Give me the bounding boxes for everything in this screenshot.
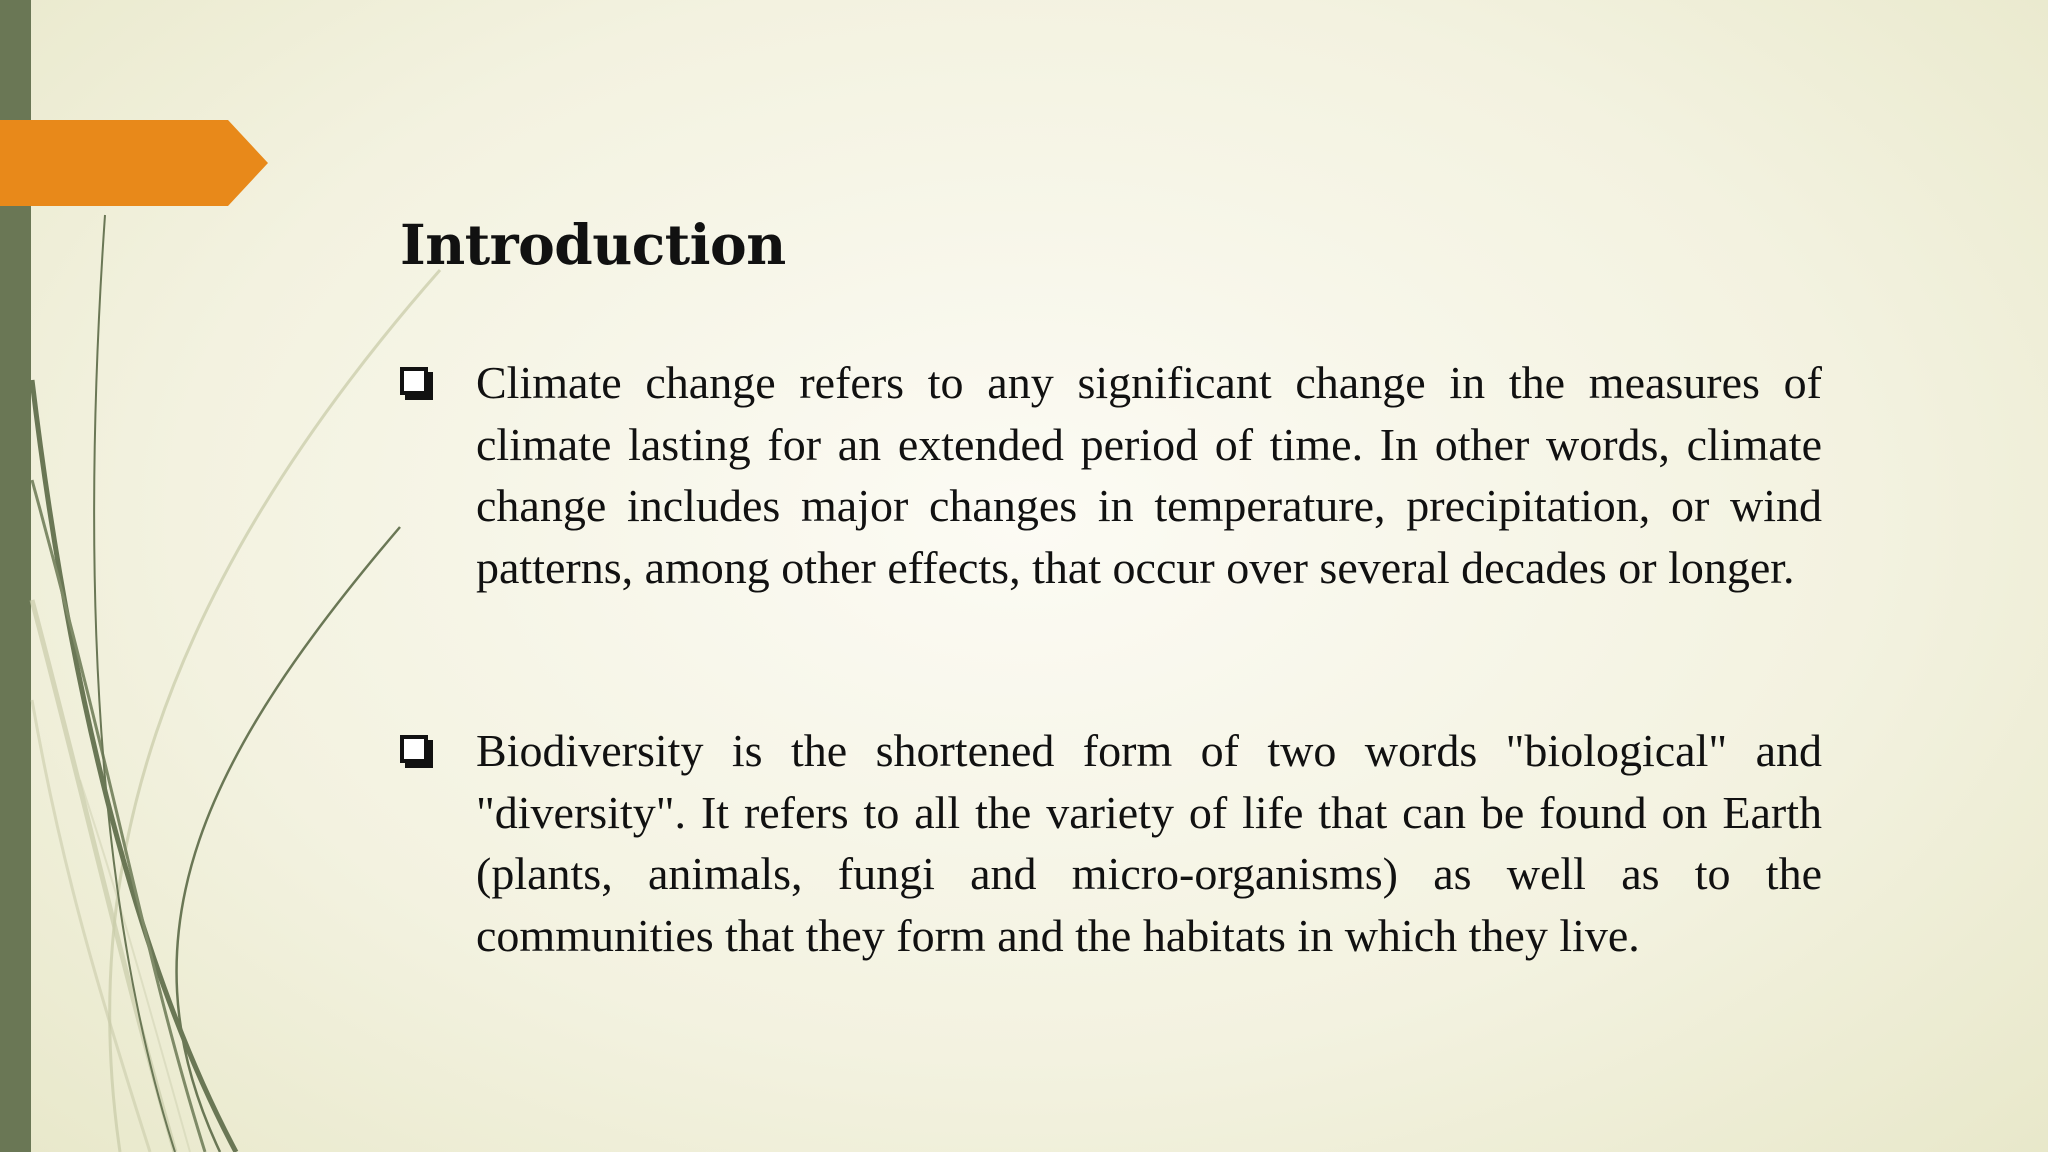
bullet-item-biodiversity: [400, 720, 1822, 966]
grass-blade-faint-1: [110, 270, 440, 1152]
bullet-text-biodiversity: Biodiversity is the shortened form of two words "biological" and "diversity". It refers to all the variety of life that can be found on Earth (plants, animals, fungi and micro-organisms) as well as to the communities that they form and the habitats in which they live.: [476, 725, 1822, 961]
orange-arrow-banner: [0, 120, 268, 206]
checkbox-bullet-icon: [400, 367, 428, 395]
grass-blade-faint-2: [32, 600, 175, 1152]
grass-blade-faint-3: [32, 700, 150, 1152]
bullet-item-climate-change: [400, 352, 1822, 598]
left-sidebar-bar: [0, 0, 31, 1152]
grass-blade-dark-2: [32, 480, 205, 1152]
slide-title: Introduction: [400, 212, 786, 277]
grass-blade-dark-3: [94, 215, 175, 1152]
grass-blade-dark-4: [177, 527, 400, 1152]
grass-blade-faint-4: [80, 780, 190, 1152]
bullet-text-climate-change: Climate change refers to any significant change in the measures of climate lasting for an extended period of time. In other words, climate change includes major changes in temperature, precipitation, or wind patterns, among other effects, that occur over several decades or longer.: [476, 357, 1822, 593]
checkbox-bullet-icon: [400, 735, 428, 763]
grass-blade-dark-1: [32, 380, 236, 1152]
